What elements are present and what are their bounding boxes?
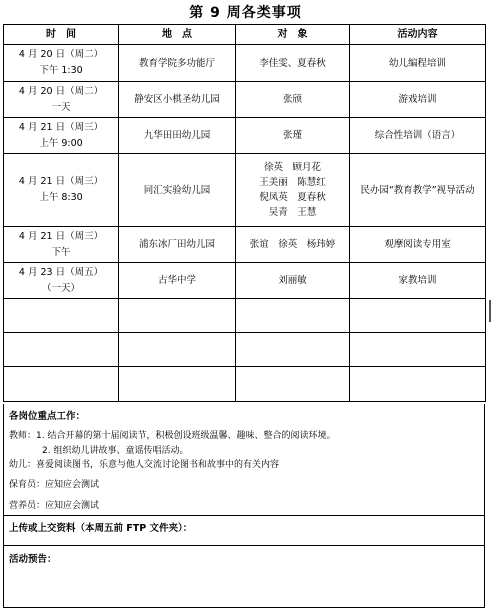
people-cell — [236, 45, 350, 82]
nutrition-task: 营养员：应知应会测试 — [9, 501, 100, 511]
time-cell — [4, 263, 119, 299]
empty-cell — [236, 299, 350, 333]
upload-heading: 上传或上交资料（本周五前 FTP 文件夹）： — [9, 523, 193, 534]
document-title: 第 9 周各类事项 — [189, 5, 302, 21]
empty-row — [4, 367, 486, 402]
table-row — [4, 45, 486, 82]
table-row — [4, 227, 486, 263]
empty-row — [4, 299, 486, 333]
content-cell: 民办园“教育教学”视导活动 — [350, 154, 486, 227]
time-cell — [4, 227, 119, 263]
place-cell: 九华田田幼儿园 — [119, 118, 236, 154]
notes-heading: 各岗位重点工作： — [9, 411, 86, 422]
schedule-table — [3, 24, 486, 402]
date-text: 4 月 20 日（周二） — [18, 85, 104, 97]
people-line: 倪凤英 夏春秋 — [259, 192, 326, 203]
people-line: 王美丽 陈慧红 — [259, 177, 326, 188]
time-text: 上午 9:00 — [39, 137, 83, 149]
table-row — [4, 82, 486, 118]
time-text: 上午 8:30 — [39, 192, 83, 203]
date-text: 4 月 20 日（周二） — [18, 49, 104, 60]
empty-cell — [4, 333, 119, 367]
empty-cell — [350, 367, 486, 402]
empty-cell — [119, 299, 236, 333]
header-content: 活动内容 — [350, 25, 486, 45]
preview-heading: 活动预告： — [9, 554, 57, 565]
caregiver-task: 保育员：应知应会测试 — [9, 480, 100, 490]
place-cell: 同汇实验幼儿园 — [119, 154, 236, 227]
notes-section — [3, 404, 485, 608]
time-text: 一天 — [51, 101, 71, 113]
date-text: 4 月 21 日（周三） — [18, 121, 104, 133]
people-line: 刘丽敏 — [278, 275, 307, 286]
people-line: 张谊 徐英 杨玮婷 — [249, 239, 336, 250]
teacher-task-2: 2. 组织幼儿讲故事、童谣传唱活动。 — [42, 446, 189, 456]
date-text: 4 月 21 日（周三） — [18, 230, 104, 242]
empty-cell — [4, 367, 119, 402]
empty-cell — [350, 333, 486, 367]
empty-cell — [350, 299, 486, 333]
time-text: 下午 1:30 — [39, 65, 83, 76]
content-cell: 综合性培训（语言） — [350, 118, 486, 154]
people-line: 张瑾 — [282, 130, 302, 141]
place-cell: 古华中学 — [119, 263, 236, 299]
date-text: 4 月 21 日（周三） — [18, 176, 104, 187]
empty-cell — [236, 367, 350, 402]
time-text: 下午 — [51, 246, 71, 258]
table-row — [4, 118, 486, 154]
header-people: 对 象 — [236, 25, 350, 45]
people-line: 徐英 顾月花 — [263, 162, 321, 173]
time-cell — [4, 82, 119, 118]
content-cell: 家教培训 — [350, 263, 486, 299]
empty-row — [4, 333, 486, 367]
empty-cell — [119, 367, 236, 402]
teacher-task-1: 教师：1. 结合开幕的第十届阅读节，积极创设班级温馨、趣味、整合的阅读环境。 — [9, 431, 336, 441]
place-cell: 教育学院多功能厅 — [119, 45, 236, 82]
header-place: 地 点 — [119, 25, 236, 45]
people-cell — [236, 227, 350, 263]
time-cell — [4, 154, 119, 227]
content-cell: 游戏培训 — [350, 82, 486, 118]
time-cell — [4, 118, 119, 154]
divider — [4, 515, 484, 516]
header-time: 时 间 — [4, 25, 119, 45]
child-task: 幼儿：喜爱阅读图书，乐意与他人交流讨论图书和故事中的有关内容 — [9, 460, 280, 470]
date-text: 4 月 23 日（周五） — [18, 266, 104, 278]
table-row — [4, 263, 486, 299]
empty-cell — [4, 299, 119, 333]
time-text: （一天） — [41, 282, 80, 294]
divider — [4, 545, 484, 546]
table-header-row — [4, 25, 486, 45]
time-cell — [4, 45, 119, 82]
people-line: 李佳雯、夏春秋 — [259, 57, 326, 69]
people-line: 张颀 — [282, 94, 302, 105]
people-cell — [236, 154, 350, 227]
people-cell — [236, 118, 350, 154]
empty-cell — [119, 333, 236, 367]
empty-cell — [236, 333, 350, 367]
people-cell — [236, 82, 350, 118]
content-cell: 幼儿编程培训 — [350, 45, 486, 82]
content-cell: 观摩阅读专用室 — [350, 227, 486, 263]
place-cell: 静安区小棋圣幼儿园 — [119, 82, 236, 118]
people-cell — [236, 263, 350, 299]
place-cell: 浦东冰厂田幼儿园 — [119, 227, 236, 263]
table-row — [4, 154, 486, 227]
people-line: 吴青 王慧 — [268, 207, 317, 218]
